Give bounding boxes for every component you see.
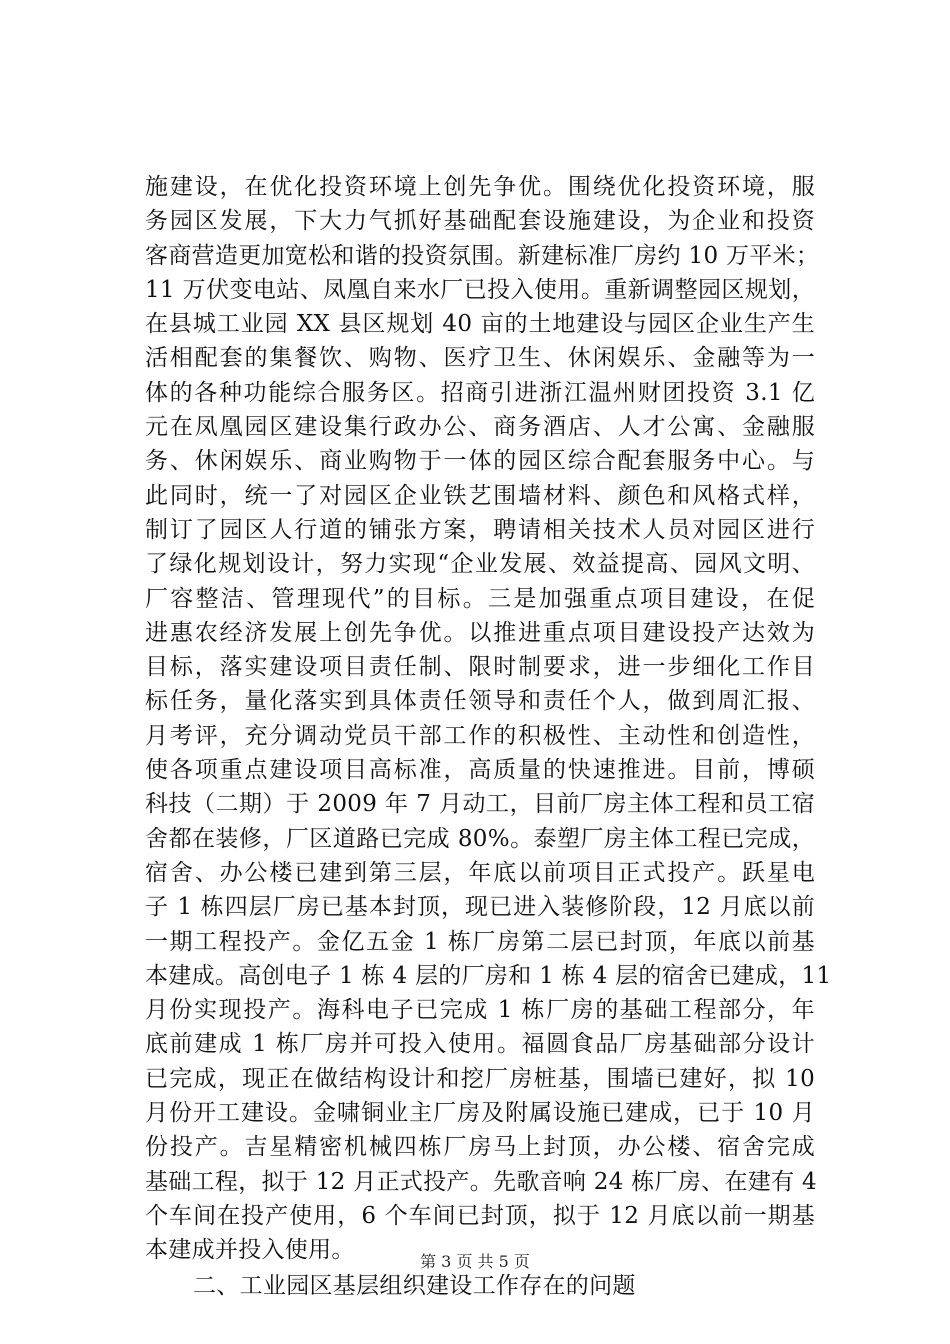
text-line: 使各项重点建设项目高标准，高质量的快速推进。目前，博硕 [145, 757, 815, 784]
text-line: 月考评，充分调动党员干部工作的积极性、主动性和创造性， [145, 722, 815, 749]
text-line: 务园区发展，下大力气抓好基础配套设施建设，为企业和投资 [145, 208, 815, 235]
text-line: 11 万伏变电站、凤凰自来水厂已投入使用。重新调整园区规划， [145, 276, 815, 303]
text-line: 基础工程，拟于 12 月正式投产。先歌音响 24 栋厂房、在建有 4 [145, 1168, 817, 1195]
text-line: 在县城工业园 XX 县区规划 40 亩的土地建设与园区企业生产生 [145, 311, 815, 338]
text-line: 舍都在装修，厂区道路已完成 80%。泰塑厂房主体工程已完成， [145, 825, 815, 852]
body-paragraph [145, 170, 832, 1304]
text-line: 活相配套的集餐饮、购物、医疗卫生、休闲娱乐、金融等为一 [145, 345, 815, 372]
text-line: 本建成并投入使用。 [145, 1237, 355, 1264]
text-line: 已完成，现正在做结构设计和挖厂房桩基，围墙已建好，拟 10 [145, 1065, 815, 1092]
text-line: 客商营造更加宽松和谐的投资氛围。新建标准厂房约 10 万平米； [145, 242, 820, 269]
text-line: 进惠农经济发展上创先争优。以推进重点项目建设投产达效为 [145, 619, 815, 646]
text-line: 本建成。高创电子 1 栋 4 层的厂房和 1 栋 4 层的宿舍已建成，11 [145, 962, 832, 989]
text-line: 厂容整洁、管理现代”的目标。三是加强重点项目建设，在促 [145, 585, 815, 612]
text-line: 体的各种功能综合服务区。招商引进浙江温州财团投资 3.1 亿 [145, 379, 815, 406]
text-line: 标任务，量化落实到具体责任领导和责任个人，做到周汇报、 [145, 688, 815, 715]
text-line: 施建设，在优化投资环境上创先争优。围绕优化投资环境，服 [145, 174, 815, 200]
text-line: 制订了园区人行道的铺张方案，聘请相关技术人员对园区进行 [145, 516, 815, 543]
text-line: 此同时，统一了对园区企业铁艺围墙材料、颜色和风格式样， [145, 482, 815, 509]
section-heading: 二、工业园区基层组织建设工作存在的问题 [193, 1272, 636, 1299]
text-line: 子 1 栋四层厂房已基本封顶，现已进入装修阶段，12 月底以前 [145, 894, 815, 921]
text-line: 月份开工建设。金啸铜业主厂房及附属设施已建成，已于 10 月 [145, 1100, 815, 1127]
text-line: 目标，落实建设项目责任制、限时制要求，进一步细化工作目 [145, 654, 815, 681]
text-line: 宿舍、办公楼已建到第三层，年底以前项目正式投产。跃星电 [145, 859, 815, 886]
text-line: 个车间在投产使用，6 个车间已封顶，拟于 12 月底以前一期基 [145, 1202, 815, 1229]
page-footer: 第 3 页 共 5 页 [420, 1252, 530, 1271]
text-line: 月份实现投产。海科电子已完成 1 栋厂房的基础工程部分，年 [145, 997, 815, 1024]
text-line: 底前建成 1 栋厂房并可投入使用。福圆食品厂房基础部分设计 [145, 1031, 815, 1058]
text-line: 务、休闲娱乐、商业购物于一体的园区综合配套服务中心。与 [145, 448, 815, 475]
text-line: 科技（二期）于 2009 年 7 月动工，目前厂房主体工程和员工宿 [145, 791, 815, 818]
text-line: 了绿化规划设计，努力实现“企业发展、效益提高、园风文明、 [145, 551, 815, 578]
text-line: 份投产。吉星精密机械四栋厂房马上封顶，办公楼、宿舍完成 [145, 1134, 815, 1161]
text-line: 元在凤凰园区建设集行政办公、商务酒店、人才公寓、金融服 [145, 414, 815, 441]
text-line: 一期工程投产。金亿五金 1 栋厂房第二层已封顶，年底以前基 [145, 928, 815, 955]
